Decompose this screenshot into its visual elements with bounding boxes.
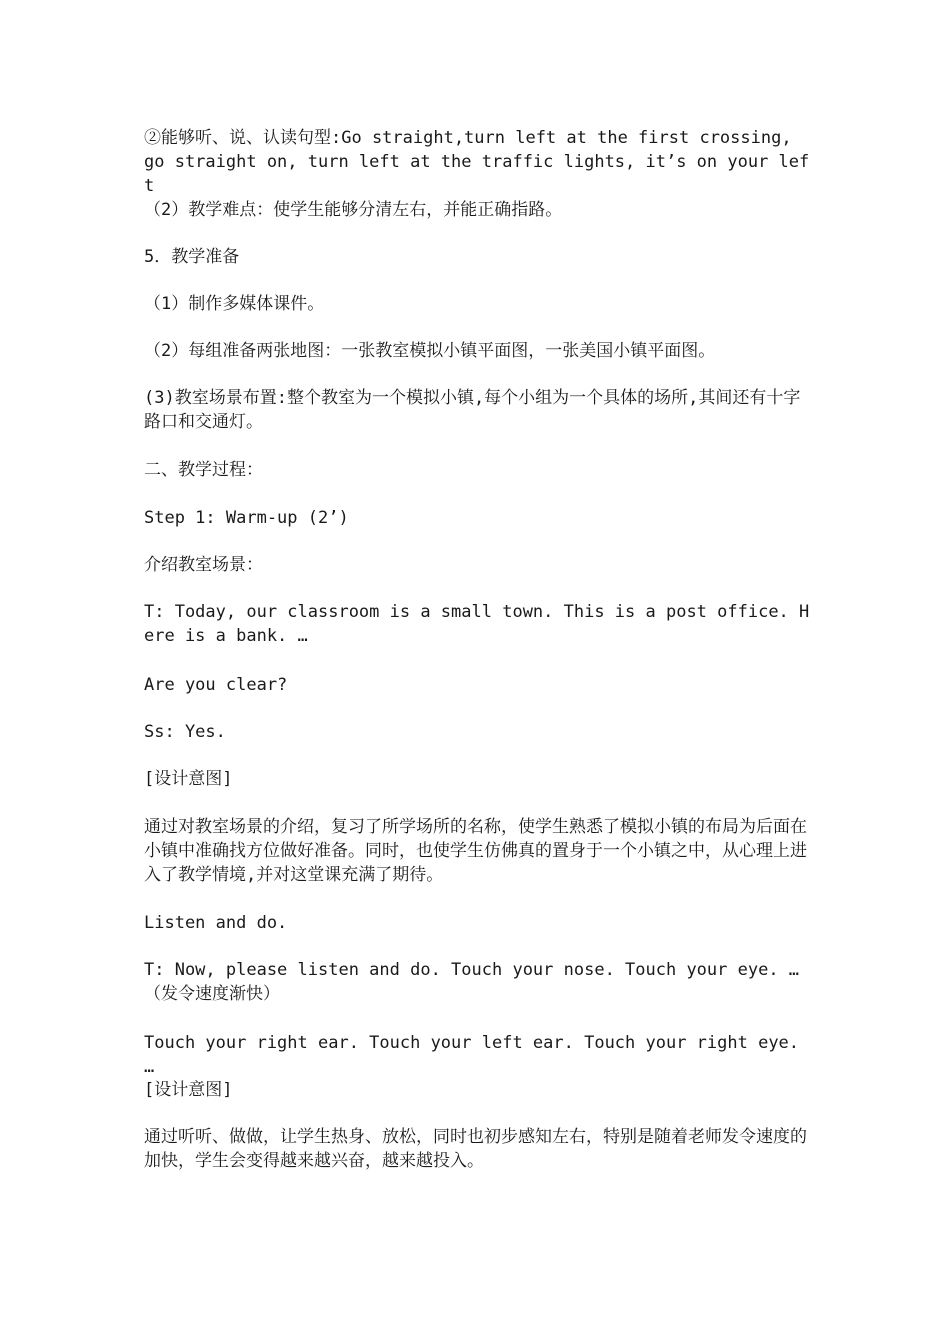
step-1-heading: Step 1: Warm-up (2’) — [144, 508, 349, 528]
teacher-dialogue-1: T: Today, our classroom is a small town. This is a post office. Here is a bank. … — [144, 602, 810, 646]
teacher-dialogue-2: T: Now, please listen and do. Touch your nose. Touch your eye. …（发令速度渐快） — [144, 960, 800, 1004]
students-answer: Ss: Yes. — [144, 722, 226, 742]
preparation-item-1: （1）制作多媒体课件。 — [144, 294, 325, 314]
design-intent-label-2: [设计意图] — [144, 1080, 233, 1100]
classroom-intro-heading: 介绍教室场景： — [144, 555, 263, 575]
teaching-difficulty: （2）教学难点：使学生能够分清左右，并能正确指路。 — [144, 200, 563, 220]
design-intent-label-1: [设计意图] — [144, 769, 233, 789]
sentence-pattern-objective: ②能够听、说、认读句型:Go straight,turn left at the first crossing, go straight on, turn left at the traffic lights, it’s on your left — [144, 128, 810, 196]
teacher-dialogue-3: Touch your right ear. Touch your left ear. Touch your right eye. … — [144, 1033, 800, 1077]
section-heading-preparation: 5．教学准备 — [144, 247, 240, 267]
teacher-question: Are you clear? — [144, 675, 288, 695]
preparation-item-3: (3)教室场景布置:整个教室为一个模拟小镇,每个小组为一个具体的场所,其间还有十字路口和交通灯。 — [144, 388, 801, 432]
preparation-item-2: （2）每组准备两张地图：一张教室模拟小镇平面图，一张美国小镇平面图。 — [144, 341, 716, 361]
design-intent-text-1: 通过对教室场景的介绍，复习了所学场所的名称，使学生熟悉了模拟小镇的布局为后面在小镇中准确找方位做好准备。同时，也使学生仿佛真的置身于一个小镇之中，从心理上进入了教学情境,并对这堂课充满了期待。 — [144, 817, 807, 885]
section-heading-process: 二、教学过程： — [144, 460, 263, 480]
listen-and-do-heading: Listen and do. — [144, 913, 288, 933]
design-intent-text-2: 通过听听、做做，让学生热身、放松，同时也初步感知左右，特别是随着老师发令速度的加快，学生会变得越来越兴奋，越来越投入。 — [144, 1127, 807, 1171]
